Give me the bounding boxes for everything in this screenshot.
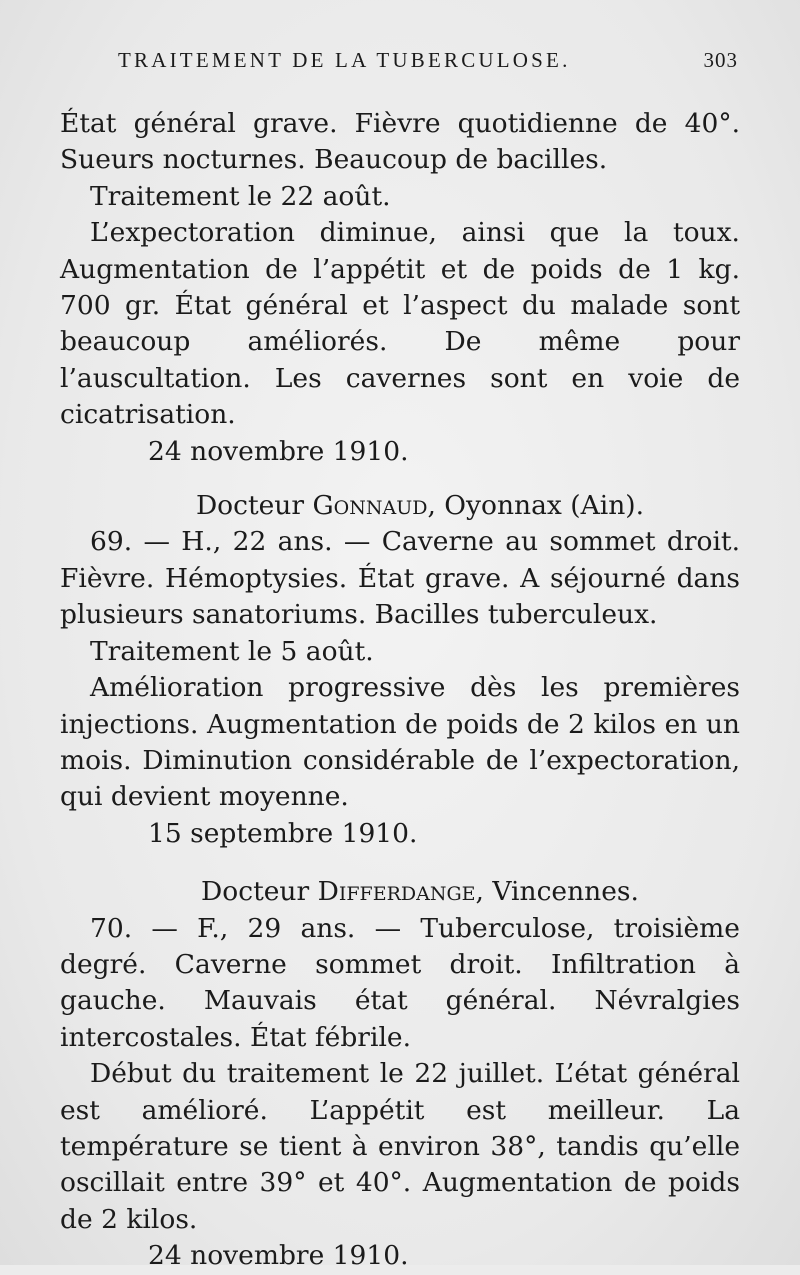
author-heading (60, 874, 740, 910)
paragraph: Début du traitement le 22 juillet. L’état général est amélioré. L’appétit est meilleur. La température se tient à environ 38°, tandis qu’elle oscillait entre 39° et 40°. Augmentation de poids de 2 kilos. (60, 1058, 740, 1235)
running-title: TRAITEMENT DE LA TUBERCULOSE. (118, 48, 571, 72)
author-name: Differdange (317, 876, 476, 908)
page-number: 303 (703, 48, 738, 72)
heading-prefix: Docteur (195, 490, 313, 522)
date-line: 15 septembre 1910. (148, 817, 418, 849)
paragraph: Traitement le 5 août. (90, 635, 374, 667)
heading-prefix: Docteur (201, 876, 318, 908)
date-line: 24 novembre 1910. (148, 435, 409, 467)
case-paragraph: 69. — H., 22 ans. — Caverne au sommet droit. Fièvre. Hémoptysies. État grave. A séjourné dans plusieurs sanatoriums. Bacilles tuberculeux. (60, 526, 740, 631)
paragraph: État général grave. Fièvre quotidienne de 40°. Sueurs nocturnes. Beaucoup de bacilles. (60, 108, 740, 176)
author-heading (60, 488, 740, 524)
heading-location: , Vincennes. (475, 876, 639, 908)
paragraph: Traitement le 22 août. (90, 180, 391, 212)
case-paragraph: 70. — F., 29 ans. — Tuberculose, troisième degré. Caverne sommet droit. Infiltration à gauche. Mauvais état général. Névralgies intercostales. État fébrile. (60, 912, 740, 1053)
page-body (60, 106, 740, 1275)
paragraph: Amélioration progressive dès les premières injections. Augmentation de poids de 2 kilos en un mois. Diminution considérable de l’expectoration, qui devient moyenne. (60, 672, 740, 813)
heading-location: , Oyonnax (Ain). (427, 490, 645, 522)
date-line: 24 novembre 1910. (148, 1240, 409, 1272)
author-name: Gonnaud (312, 490, 428, 522)
paragraph: L’expectoration diminue, ainsi que la toux. Augmentation de l’appétit et de poids de 1 kg. 700 gr. État général et l’aspect du malade sont beaucoup améliorés. De même pour l’auscultation. Les cavernes sont en voie de cicatrisation. (60, 217, 740, 431)
running-header (118, 48, 738, 78)
